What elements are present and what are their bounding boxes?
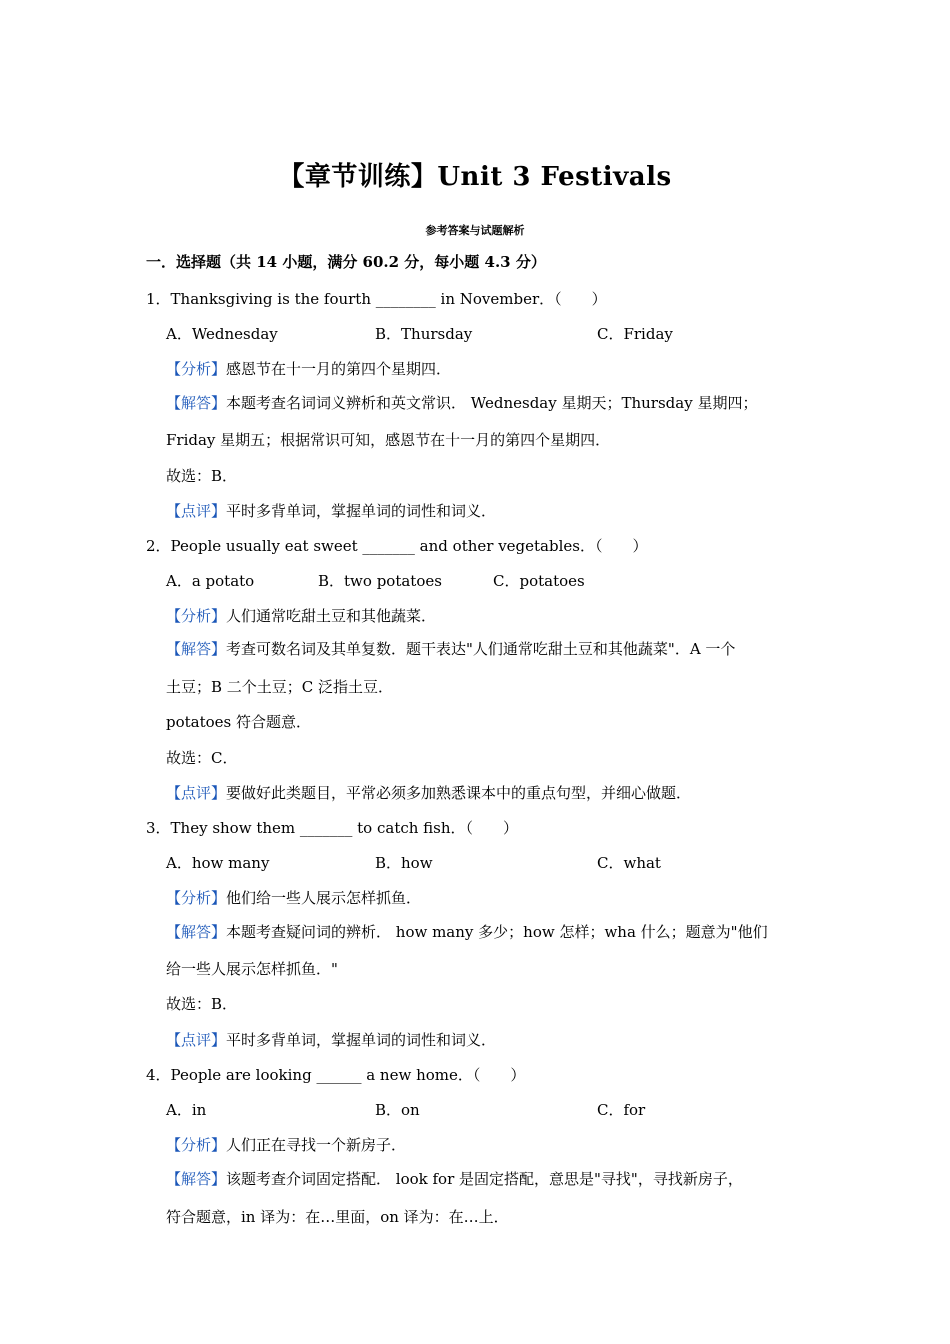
question-4-option-c: C．for xyxy=(597,1101,646,1119)
question-2-answer-cont: 土豆；B 二个土豆；C 泛指土豆． xyxy=(166,678,394,696)
answer-tag: 【解答】 xyxy=(166,640,227,658)
comment-tag: 【点评】 xyxy=(166,1031,227,1049)
question-4-stem: 4．People are looking ______ a new home．（ ） xyxy=(146,1066,526,1084)
question-2-answer-cont-2: potatoes 符合题意． xyxy=(166,713,312,731)
analysis-tag: 【分析】 xyxy=(166,360,227,378)
question-2-option-a: A．a potato xyxy=(166,572,255,590)
answer-tag: 【解答】 xyxy=(166,394,227,412)
question-1-option-c: C．Friday xyxy=(597,325,673,343)
question-2-answer: 【解答】考查可数名词及其单复数．题干表达"人们通常吃甜土豆和其他蔬菜"．A 一个 xyxy=(166,640,736,658)
question-1-comment: 【点评】平时多背单词，掌握单词的词性和词义． xyxy=(166,502,497,520)
question-3-option-a: A．how many xyxy=(166,854,270,872)
comment-tag: 【点评】 xyxy=(166,784,227,802)
page-subtitle: 参考答案与试题解析 xyxy=(425,224,525,237)
question-4-answer-cont: 符合题意，in 译为：在…里面，on 译为：在…上． xyxy=(166,1208,509,1226)
question-1-option-a: A．Wednesday xyxy=(166,325,278,343)
comment-tag: 【点评】 xyxy=(166,502,227,520)
section-heading: 一．选择题（共 14 小题，满分 60.2 分，每小题 4.3 分） xyxy=(146,253,546,271)
analysis-tag: 【分析】 xyxy=(166,607,227,625)
question-3-answer: 【解答】本题考查疑问词的辨析． how many 多少；how 怎样；wha 什么；题意为"他们 xyxy=(166,923,768,941)
question-2-choice: 故选：C． xyxy=(166,749,238,767)
question-2-option-c: C．potatoes xyxy=(493,572,585,590)
question-1-stem: 1．Thanksgiving is the fourth ________ in November．（ ） xyxy=(146,290,607,308)
question-2-analysis: 【分析】人们通常吃甜土豆和其他蔬菜． xyxy=(166,607,437,625)
question-1-choice: 故选：B． xyxy=(166,467,238,485)
page-title: 【章节训练】Unit 3 Festivals xyxy=(278,162,672,192)
question-3-comment: 【点评】平时多背单词，掌握单词的词性和词义． xyxy=(166,1031,497,1049)
answer-tag: 【解答】 xyxy=(166,923,227,941)
question-1-answer: 【解答】本题考查名词词义辨析和英文常识． Wednesday 星期天；Thursday 星期四； xyxy=(166,394,758,412)
question-1-analysis: 【分析】感恩节在十一月的第四个星期四． xyxy=(166,360,452,378)
question-4-answer: 【解答】该题考查介词固定搭配． look for 是固定搭配，意思是"寻找"，寻找新房子， xyxy=(166,1170,743,1188)
question-2-stem: 2．People usually eat sweet _______ and other vegetables．（ ） xyxy=(146,537,648,555)
analysis-tag: 【分析】 xyxy=(166,1136,227,1154)
question-2-comment: 【点评】要做好此类题目，平常必须多加熟悉课本中的重点句型，并细心做题． xyxy=(166,784,692,802)
question-2-option-b: B．two potatoes xyxy=(318,572,442,590)
question-4-analysis: 【分析】人们正在寻找一个新房子． xyxy=(166,1136,407,1154)
question-3-option-b: B．how xyxy=(375,854,433,872)
question-3-answer-cont: 给一些人展示怎样抓鱼．" xyxy=(166,960,338,978)
question-3-option-c: C．what xyxy=(597,854,661,872)
question-3-analysis: 【分析】他们给一些人展示怎样抓鱼． xyxy=(166,889,422,907)
question-3-choice: 故选：B． xyxy=(166,995,238,1013)
question-1-option-b: B．Thursday xyxy=(375,325,473,343)
analysis-tag: 【分析】 xyxy=(166,889,227,907)
question-4-option-b: B．on xyxy=(375,1101,420,1119)
answer-tag: 【解答】 xyxy=(166,1170,227,1188)
question-4-option-a: A．in xyxy=(166,1101,207,1119)
question-1-answer-cont: Friday 星期五；根据常识可知，感恩节在十一月的第四个星期四． xyxy=(166,431,611,449)
question-3-stem: 3．They show them _______ to catch fish．（ ） xyxy=(146,819,519,837)
